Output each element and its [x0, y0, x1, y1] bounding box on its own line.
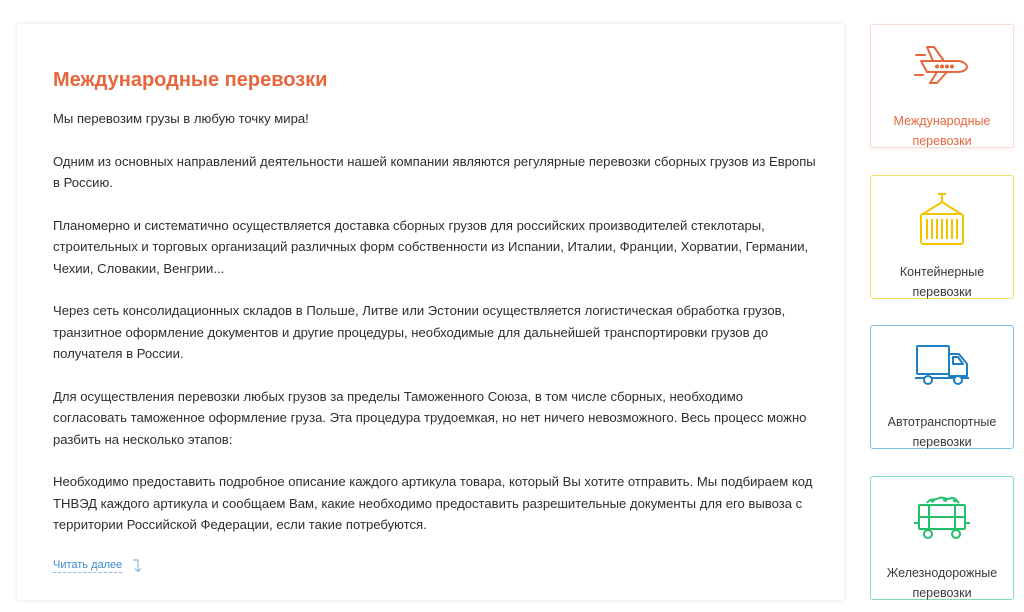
service-card-railway[interactable] — [870, 476, 1014, 600]
service-card-label: Международные перевозки — [893, 114, 991, 148]
read-more-label: Читать далее — [53, 559, 123, 571]
page-title: Международные перевозки — [53, 69, 328, 91]
service-card-label: Автотранспортные перевозки — [887, 415, 997, 449]
arrow-down-icon — [130, 559, 142, 573]
read-more-link[interactable] — [53, 558, 142, 573]
service-card-international[interactable] — [870, 24, 1014, 148]
airplane-icon — [913, 41, 971, 85]
article-paragraph: Необходимо предоставить подробное описание каждого артикула товара, который Вы хотите отправить. Мы подбираем код ТНВЭД каждого артикула и сообщаем Вам, какие необходимо предоставить разрешительные документы для его вывоза с территории Российской Федерации, если такие потребуются. — [53, 474, 813, 532]
service-card-label: Контейнерные перевозки — [899, 265, 985, 299]
service-card-label: Железнодорожные перевозки — [886, 566, 998, 600]
article-paragraph: Планомерно и систематично осуществляется доставка сборных грузов для российских производителей стеклотары, строительных и торговых организаций различных форм собственности из Испании, Италии, Франции, Хорватии, Германии, Чехии, Словакии, Венгрии... — [53, 217, 809, 276]
article-paragraph: Через сеть консолидационных складов в Польше, Литве или Эстонии осуществляется логистическая обработка грузов, транзитное оформление документов и другие процедуры, необходимые для дальнейшей транспортировки грузов до получателя в России. — [53, 303, 786, 361]
truck-icon — [913, 342, 971, 390]
rail-wagon-icon — [913, 493, 971, 543]
article-card — [17, 24, 844, 600]
service-card-container[interactable] — [870, 175, 1014, 299]
article-paragraph: Мы перевозим грузы в любую точку мира! — [53, 111, 309, 126]
service-card-truck[interactable] — [870, 325, 1014, 449]
article-paragraph: Для осуществления перевозки любых грузов за пределы Таможенного Союза, в том числе сборных, необходимо согласовать таможенное оформление груза. Эта процедура трудоемкая, но нет ничего невозможного. Весь процесс можно разбить на несколько этапов: — [53, 388, 807, 447]
article-paragraph: Одним из основных направлений деятельности нашей компании являются регулярные перевозки сборных грузов из Европы в Россию. — [53, 153, 816, 190]
container-icon — [913, 192, 971, 246]
